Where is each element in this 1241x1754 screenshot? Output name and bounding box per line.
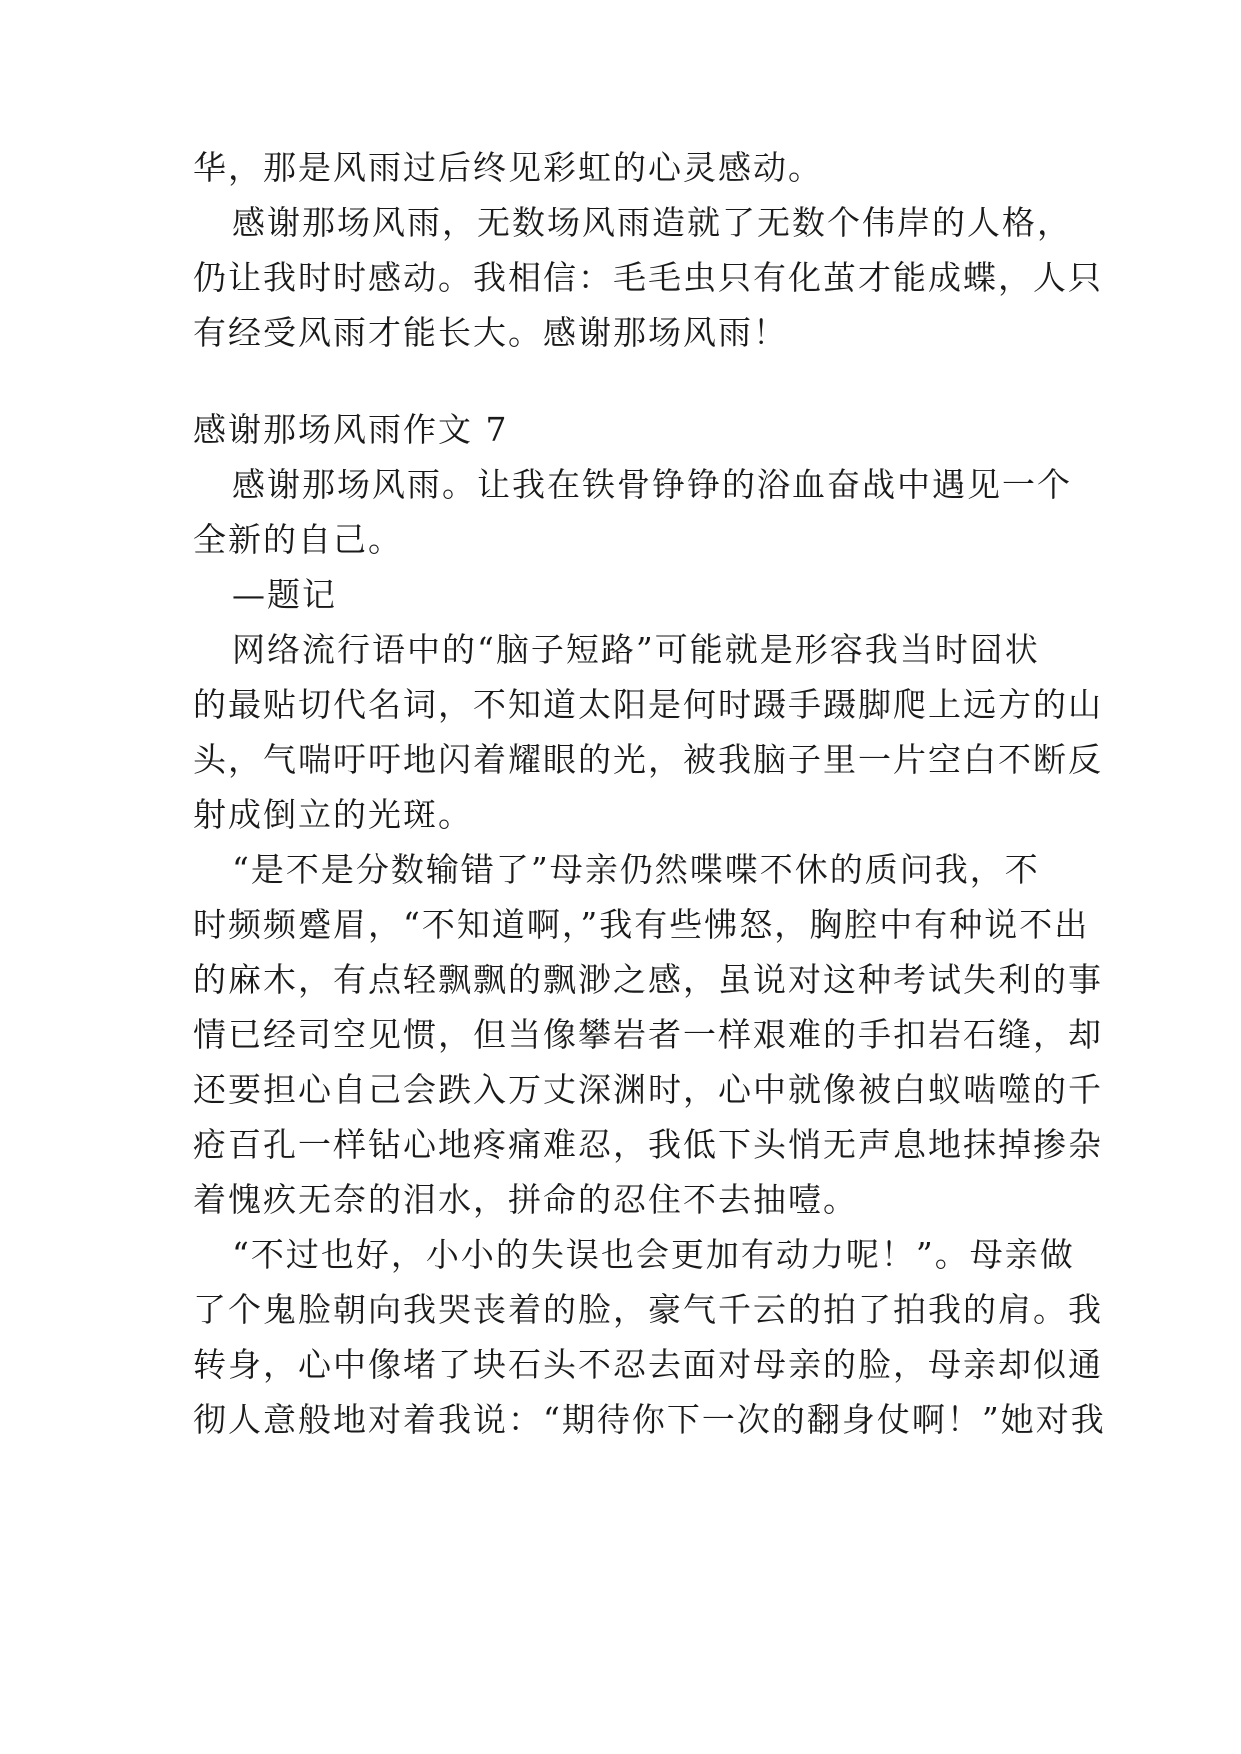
- text-line: 转身，心中像堵了块石头不忍去面对母亲的脸，母亲却似通: [193, 1345, 1103, 1384]
- text-line: 全新的自己。: [193, 520, 403, 559]
- text-line: 网络流行语中的“脑子短路”可能就是形容我当时囧状: [232, 630, 1040, 669]
- epigraph-label: —题记: [232, 575, 337, 614]
- text-line: 了个鬼脸朝向我哭丧着的脸，豪气千云的拍了拍我的肩。我: [193, 1290, 1103, 1329]
- text-line: 的最贴切代名词，不知道太阳是何时蹑手蹑脚爬上远方的山: [193, 685, 1103, 724]
- text-line: 感谢那场风雨。让我在铁骨铮铮的浴血奋战中遇见一个: [232, 465, 1072, 504]
- text-line: 还要担心自己会跌入万丈深渊时，心中就像被白蚁啮噬的千: [193, 1070, 1103, 1109]
- text-line: 感谢那场风雨，无数场风雨造就了无数个伟岸的人格，: [232, 203, 1072, 242]
- text-line: “不过也好，小小的失误也会更加有动力呢！”。母亲做: [232, 1235, 1075, 1274]
- text-line: 华，那是风雨过后终见彩虹的心灵感动。: [193, 148, 823, 187]
- text-line: 有经受风雨才能长大。感谢那场风雨！: [193, 313, 788, 352]
- text-line: 彻人意般地对着我说：“期待你下一次的翻身仗啊！”她对我: [193, 1400, 1106, 1439]
- section-heading: 感谢那场风雨作文 7: [193, 410, 509, 449]
- text-line: 着愧疚无奈的泪水，拼命的忍住不去抽噎。: [193, 1180, 858, 1219]
- text-line: 疮百孔一样钻心地疼痛难忍，我低下头悄无声息地抹掉掺杂: [193, 1125, 1103, 1164]
- text-line: 时频频蹙眉，“不知道啊，”我有些怫怒，胸腔中有种说不出: [193, 905, 1090, 944]
- text-line: 射成倒立的光斑。: [193, 795, 473, 834]
- text-line: 情已经司空见惯，但当像攀岩者一样艰难的手扣岩石缝，却: [193, 1015, 1103, 1054]
- text-line: 仍让我时时感动。我相信：毛毛虫只有化茧才能成蝶，人只: [193, 258, 1103, 297]
- text-line: 头，气喘吁吁地闪着耀眼的光，被我脑子里一片空白不断反: [193, 740, 1103, 779]
- text-line: “是不是分数输错了”母亲仍然喋喋不休的质问我，不: [232, 850, 1040, 889]
- text-line: 的麻木，有点轻飘飘的飘渺之感，虽说对这种考试失利的事: [193, 960, 1103, 999]
